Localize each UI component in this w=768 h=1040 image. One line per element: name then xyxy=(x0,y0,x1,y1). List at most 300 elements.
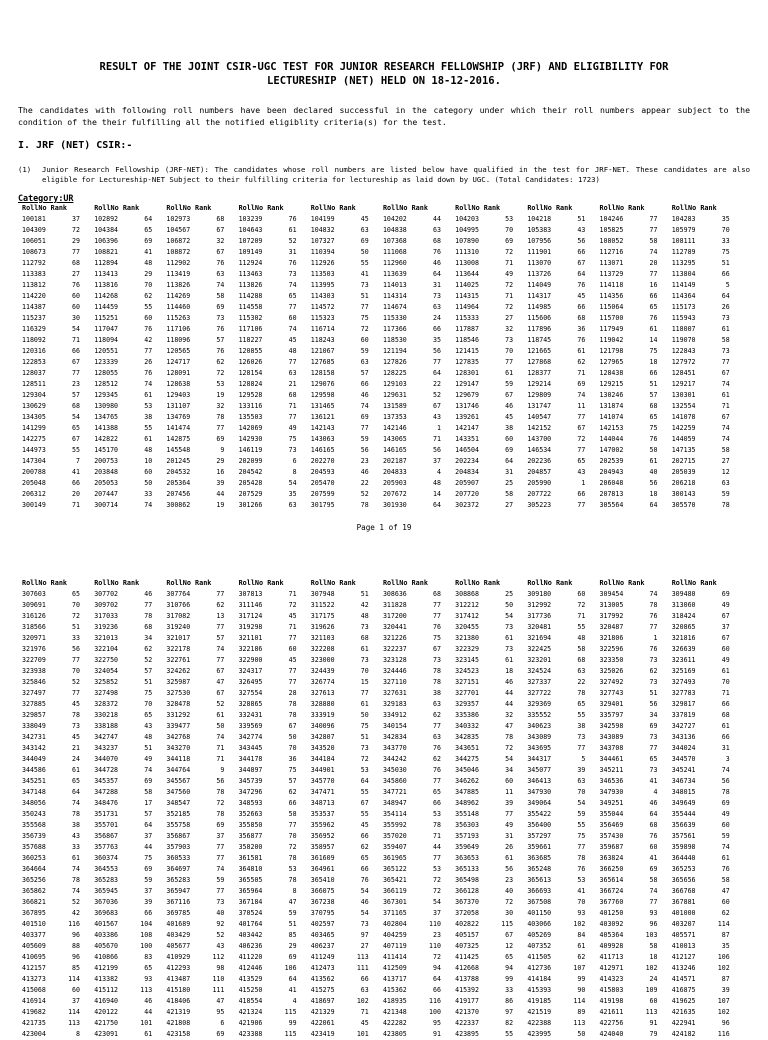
result-row xyxy=(94,787,166,798)
result-row xyxy=(94,346,166,357)
roll-number: 112924 xyxy=(238,259,263,267)
roll-number: 202715 xyxy=(671,457,696,465)
roll-number: 416940 xyxy=(94,997,119,1005)
result-row xyxy=(166,225,238,236)
rank: 57 xyxy=(144,810,153,818)
rank: 9 xyxy=(220,766,225,774)
result-row xyxy=(455,908,527,919)
result-row xyxy=(455,1007,527,1018)
rank: 49 xyxy=(144,755,153,763)
rank: 87 xyxy=(721,931,730,939)
rank: 74 xyxy=(72,887,80,895)
roll-number: 145548 xyxy=(166,446,191,454)
result-row xyxy=(239,302,311,313)
rank: 48 xyxy=(360,612,369,620)
rank: 41 xyxy=(649,854,658,862)
roll-number: 419682 xyxy=(22,1008,46,1016)
rank: 59 xyxy=(360,435,369,443)
roll-number: 326774 xyxy=(310,678,335,686)
rank: 50 xyxy=(216,722,225,730)
result-row xyxy=(22,710,94,721)
rank: 65 xyxy=(577,457,586,465)
rank: 116 xyxy=(429,997,441,1005)
result-row xyxy=(94,401,166,412)
rank: 72 xyxy=(360,325,369,333)
roll-number: 365410 xyxy=(310,876,335,884)
rank: 77 xyxy=(288,667,297,675)
result-row xyxy=(672,600,744,611)
result-row xyxy=(311,324,383,335)
rank: 62 xyxy=(144,292,153,300)
result-row xyxy=(527,677,599,688)
result-row xyxy=(166,655,238,666)
rank: 78 xyxy=(216,413,225,421)
roll-number: 129679 xyxy=(455,391,479,399)
rank: 41 xyxy=(649,777,658,785)
roll-number: 115173 xyxy=(671,303,696,311)
rank: 77 xyxy=(144,347,153,355)
result-row xyxy=(166,478,238,489)
rank: 43 xyxy=(72,832,80,840)
roll-number: 203848 xyxy=(94,468,119,476)
rank: 94 xyxy=(505,964,514,972)
rank: 69 xyxy=(216,1030,225,1038)
rank: 73 xyxy=(288,270,297,278)
result-row xyxy=(166,776,238,787)
roll-number: 422282 xyxy=(382,1019,407,1027)
rank: 52 xyxy=(360,490,369,498)
rank: 52 xyxy=(216,931,225,939)
rank: 74 xyxy=(288,281,297,289)
roll-number: 102973 xyxy=(166,215,191,223)
result-row xyxy=(311,478,383,489)
rank: 65 xyxy=(144,964,153,972)
roll-number: 340332 xyxy=(455,722,479,730)
rank: 60 xyxy=(505,435,514,443)
rank: 67 xyxy=(721,612,730,620)
rank: 37 xyxy=(432,909,441,917)
rank: 57 xyxy=(72,391,80,399)
roll-number: 402822 xyxy=(455,920,479,928)
roll-number: 113826 xyxy=(166,281,191,289)
roll-number: 142143 xyxy=(310,424,335,432)
roll-number: 116329 xyxy=(22,325,46,333)
result-row xyxy=(383,302,455,313)
result-row xyxy=(527,710,599,721)
roll-number: 331292 xyxy=(166,711,191,719)
result-row xyxy=(600,655,672,666)
roll-number: 118243 xyxy=(310,336,335,344)
result-row xyxy=(239,600,311,611)
rank: 107 xyxy=(717,997,730,1005)
result-row xyxy=(383,985,455,996)
rank: 77 xyxy=(577,413,586,421)
roll-number: 419198 xyxy=(599,997,624,1005)
result-row xyxy=(311,214,383,225)
roll-number: 340096 xyxy=(310,722,335,730)
result-row xyxy=(383,776,455,787)
rank: 75 xyxy=(360,722,369,730)
rank: 59 xyxy=(721,832,730,840)
roll-number: 104567 xyxy=(166,226,191,234)
roll-number: 421319 xyxy=(166,1008,191,1016)
result-row xyxy=(600,357,672,368)
result-row xyxy=(311,456,383,467)
roll-number: 401689 xyxy=(166,920,191,928)
rank: 61 xyxy=(505,369,514,377)
roll-number: 328372 xyxy=(94,700,119,708)
roll-number: 114572 xyxy=(310,303,335,311)
result-row xyxy=(600,214,672,225)
rank: 61 xyxy=(72,766,80,774)
column-header: RollNo Rank xyxy=(166,579,212,587)
roll-number: 114269 xyxy=(166,292,191,300)
rank: 75 xyxy=(649,347,658,355)
rank: 21 xyxy=(72,744,80,752)
result-row xyxy=(383,787,455,798)
roll-number: 364961 xyxy=(310,865,335,873)
result-row xyxy=(22,622,94,633)
rank: 69 xyxy=(577,380,586,388)
roll-number: 366075 xyxy=(310,887,335,895)
rank: 39 xyxy=(577,766,586,774)
rank: 65 xyxy=(72,590,80,598)
rank: 74 xyxy=(216,865,225,873)
result-row xyxy=(22,467,94,478)
rank: 64 xyxy=(649,501,658,509)
result-row xyxy=(22,666,94,677)
results-table-page-1 xyxy=(22,203,744,511)
roll-number: 402597 xyxy=(310,920,335,928)
roll-number: 113812 xyxy=(22,281,46,289)
roll-number: 120565 xyxy=(166,347,191,355)
result-row xyxy=(600,445,672,456)
roll-number: 100181 xyxy=(22,215,46,223)
result-row xyxy=(672,655,744,666)
result-row xyxy=(166,302,238,313)
roll-number: 104995 xyxy=(455,226,479,234)
roll-number: 404259 xyxy=(382,931,407,939)
result-row xyxy=(239,258,311,269)
roll-number: 401567 xyxy=(94,920,119,928)
result-row xyxy=(672,864,744,875)
rank: 73 xyxy=(649,766,658,774)
rank: 74 xyxy=(577,391,586,399)
roll-number: 114220 xyxy=(22,292,46,300)
rank: 76 xyxy=(432,248,441,256)
result-row xyxy=(672,787,744,798)
result-row xyxy=(455,996,527,1007)
result-row xyxy=(311,589,383,600)
rank: 112 xyxy=(212,953,225,961)
result-row xyxy=(166,390,238,401)
result-row xyxy=(527,886,599,897)
rank: 41 xyxy=(577,887,586,895)
rank: 27 xyxy=(721,457,730,465)
rank: 72 xyxy=(288,843,297,851)
result-row xyxy=(527,589,599,600)
rank: 72 xyxy=(432,887,441,895)
rank: 11 xyxy=(577,402,586,410)
roll-number: 320865 xyxy=(671,623,696,631)
rank: 65 xyxy=(649,755,658,763)
rank: 65 xyxy=(288,292,297,300)
rank: 66 xyxy=(721,733,730,741)
roll-number: 118096 xyxy=(166,336,191,344)
result-row xyxy=(311,611,383,622)
rank: 66 xyxy=(649,369,658,377)
roll-number: 367370 xyxy=(455,898,479,906)
roll-number: 327493 xyxy=(671,678,696,686)
roll-number: 311828 xyxy=(382,601,407,609)
roll-number: 207529 xyxy=(238,490,263,498)
result-row xyxy=(166,721,238,732)
roll-number: 322208 xyxy=(310,645,335,653)
roll-number: 365421 xyxy=(382,876,407,884)
result-row xyxy=(527,600,599,611)
rank: 61 xyxy=(360,645,369,653)
rank: 22 xyxy=(577,678,586,686)
roll-number: 321816 xyxy=(671,634,696,642)
roll-number: 348015 xyxy=(671,788,696,796)
roll-number: 359407 xyxy=(382,843,407,851)
result-row xyxy=(600,677,672,688)
roll-number: 143351 xyxy=(455,435,479,443)
result-row xyxy=(239,236,311,247)
roll-number: 410695 xyxy=(22,953,46,961)
result-row xyxy=(672,776,744,787)
result-row xyxy=(527,423,599,434)
rank: 65 xyxy=(432,788,441,796)
roll-number: 403066 xyxy=(527,920,552,928)
result-row xyxy=(527,335,599,346)
roll-number: 128512 xyxy=(94,380,119,388)
result-row xyxy=(239,291,311,302)
result-row xyxy=(239,754,311,765)
rank: 78 xyxy=(721,788,730,796)
rank: 52 xyxy=(216,700,225,708)
roll-number: 122843 xyxy=(671,347,696,355)
result-row xyxy=(672,611,744,622)
roll-number: 142069 xyxy=(238,424,263,432)
roll-number: 104832 xyxy=(310,226,335,234)
result-row xyxy=(94,853,166,864)
rank: 69 xyxy=(144,865,153,873)
result-row xyxy=(672,985,744,996)
roll-number: 105383 xyxy=(527,226,552,234)
roll-number: 346413 xyxy=(527,777,552,785)
rank: 76 xyxy=(72,281,80,289)
result-row xyxy=(94,952,166,963)
roll-number: 113804 xyxy=(671,270,696,278)
rank: 49 xyxy=(721,601,730,609)
roll-number: 335552 xyxy=(527,711,552,719)
roll-number: 205990 xyxy=(527,479,552,487)
rank: 54 xyxy=(505,755,514,763)
result-row xyxy=(166,236,238,247)
rank: 73 xyxy=(288,446,297,454)
roll-number: 345030 xyxy=(382,766,407,774)
roll-number: 357763 xyxy=(94,843,119,851)
rank: 71 xyxy=(216,755,225,763)
rank: 71 xyxy=(216,744,225,752)
roll-number: 317082 xyxy=(166,612,191,620)
rank: 75 xyxy=(577,832,586,840)
result-row xyxy=(22,258,94,269)
result-row xyxy=(22,434,94,445)
rank: 61 xyxy=(144,391,153,399)
roll-number: 359687 xyxy=(599,843,624,851)
rank: 51 xyxy=(72,623,80,631)
result-row xyxy=(22,390,94,401)
roll-number: 329183 xyxy=(382,700,407,708)
rank: 74 xyxy=(216,281,225,289)
result-row xyxy=(383,346,455,357)
rank: 60 xyxy=(721,821,730,829)
result-row xyxy=(455,412,527,423)
rank: 64 xyxy=(144,821,153,829)
roll-number: 325026 xyxy=(599,667,624,675)
rank: 31 xyxy=(505,832,514,840)
result-row xyxy=(166,467,238,478)
result-row xyxy=(311,831,383,842)
roll-number: 129214 xyxy=(527,380,552,388)
result-row xyxy=(239,467,311,478)
result-row xyxy=(22,655,94,666)
result-row xyxy=(239,809,311,820)
result-row xyxy=(239,357,311,368)
roll-number: 365614 xyxy=(599,876,624,884)
rank: 46 xyxy=(360,468,369,476)
roll-number: 321013 xyxy=(94,634,119,642)
results-column xyxy=(455,203,527,511)
result-row xyxy=(672,401,744,412)
roll-number: 405670 xyxy=(94,942,119,950)
rank: 54 xyxy=(432,898,441,906)
roll-number: 129809 xyxy=(527,391,552,399)
roll-number: 412971 xyxy=(599,964,624,972)
results-column xyxy=(239,203,311,511)
rank: 58 xyxy=(144,788,153,796)
roll-number: 301266 xyxy=(238,501,263,509)
document-title xyxy=(0,0,768,88)
roll-number: 115606 xyxy=(527,314,552,322)
roll-number: 423158 xyxy=(166,1030,191,1038)
rank: 10 xyxy=(144,457,153,465)
result-row xyxy=(672,809,744,820)
result-row xyxy=(455,853,527,864)
roll-number: 401250 xyxy=(599,909,624,917)
rank: 72 xyxy=(505,303,514,311)
result-row xyxy=(672,743,744,754)
result-row xyxy=(455,666,527,677)
roll-number: 131746 xyxy=(455,402,479,410)
roll-number: 134305 xyxy=(22,413,46,421)
result-row xyxy=(455,963,527,974)
result-row xyxy=(239,776,311,787)
result-row xyxy=(455,500,527,511)
result-row xyxy=(311,622,383,633)
roll-number: 204542 xyxy=(238,468,263,476)
roll-number: 357193 xyxy=(455,832,479,840)
result-row xyxy=(239,346,311,357)
rank: 78 xyxy=(577,854,586,862)
result-row xyxy=(22,743,94,754)
rank: 45 xyxy=(288,612,297,620)
roll-number: 131107 xyxy=(166,402,191,410)
rank: 51 xyxy=(288,920,297,928)
result-row xyxy=(22,357,94,368)
roll-number: 415392 xyxy=(455,986,479,994)
rank: 62 xyxy=(432,755,441,763)
rank: 55 xyxy=(360,810,369,818)
rank: 62 xyxy=(288,788,297,796)
result-row xyxy=(166,809,238,820)
roll-number: 339569 xyxy=(238,722,263,730)
rank: 56 xyxy=(721,777,730,785)
rank: 73 xyxy=(505,623,514,631)
result-row xyxy=(22,247,94,258)
roll-number: 207447 xyxy=(94,490,119,498)
roll-number: 128438 xyxy=(599,369,624,377)
result-row xyxy=(672,346,744,357)
rank: 66 xyxy=(432,799,441,807)
result-row xyxy=(22,787,94,798)
result-row xyxy=(600,644,672,655)
column-header: RollNo Rank xyxy=(671,579,717,587)
roll-number: 365656 xyxy=(671,876,696,884)
rank: 66 xyxy=(721,270,730,278)
rank: 11 xyxy=(505,788,514,796)
result-row xyxy=(455,401,527,412)
rank: 70 xyxy=(721,226,730,234)
rank: 20 xyxy=(649,259,658,267)
rank: 76 xyxy=(649,645,658,653)
result-row xyxy=(383,445,455,456)
result-row xyxy=(383,269,455,280)
result-row xyxy=(22,886,94,897)
roll-number: 345251 xyxy=(22,777,46,785)
title-line-2: LECTURESHIP (NET) HELD ON 18-12-2016. xyxy=(267,75,501,87)
result-row xyxy=(672,831,744,842)
roll-number: 147002 xyxy=(599,446,624,454)
roll-number: 342774 xyxy=(238,733,263,741)
result-row xyxy=(22,401,94,412)
result-row xyxy=(311,710,383,721)
result-row xyxy=(94,699,166,710)
result-row xyxy=(600,368,672,379)
result-row xyxy=(94,644,166,655)
rank: 56 xyxy=(505,865,514,873)
rank: 64 xyxy=(432,369,441,377)
result-row xyxy=(94,611,166,622)
roll-number: 424040 xyxy=(599,1030,624,1038)
roll-number: 344070 xyxy=(94,755,119,763)
roll-number: 141078 xyxy=(671,413,696,421)
result-row xyxy=(383,710,455,721)
roll-number: 117366 xyxy=(382,325,407,333)
result-row xyxy=(239,456,311,467)
rank: 54 xyxy=(360,909,369,917)
result-row xyxy=(600,434,672,445)
roll-number: 323611 xyxy=(671,656,696,664)
roll-number: 324446 xyxy=(382,667,407,675)
result-row xyxy=(383,809,455,820)
rank: 78 xyxy=(432,821,441,829)
roll-number: 329857 xyxy=(22,711,46,719)
result-row xyxy=(311,809,383,820)
rank: 77 xyxy=(649,215,658,223)
